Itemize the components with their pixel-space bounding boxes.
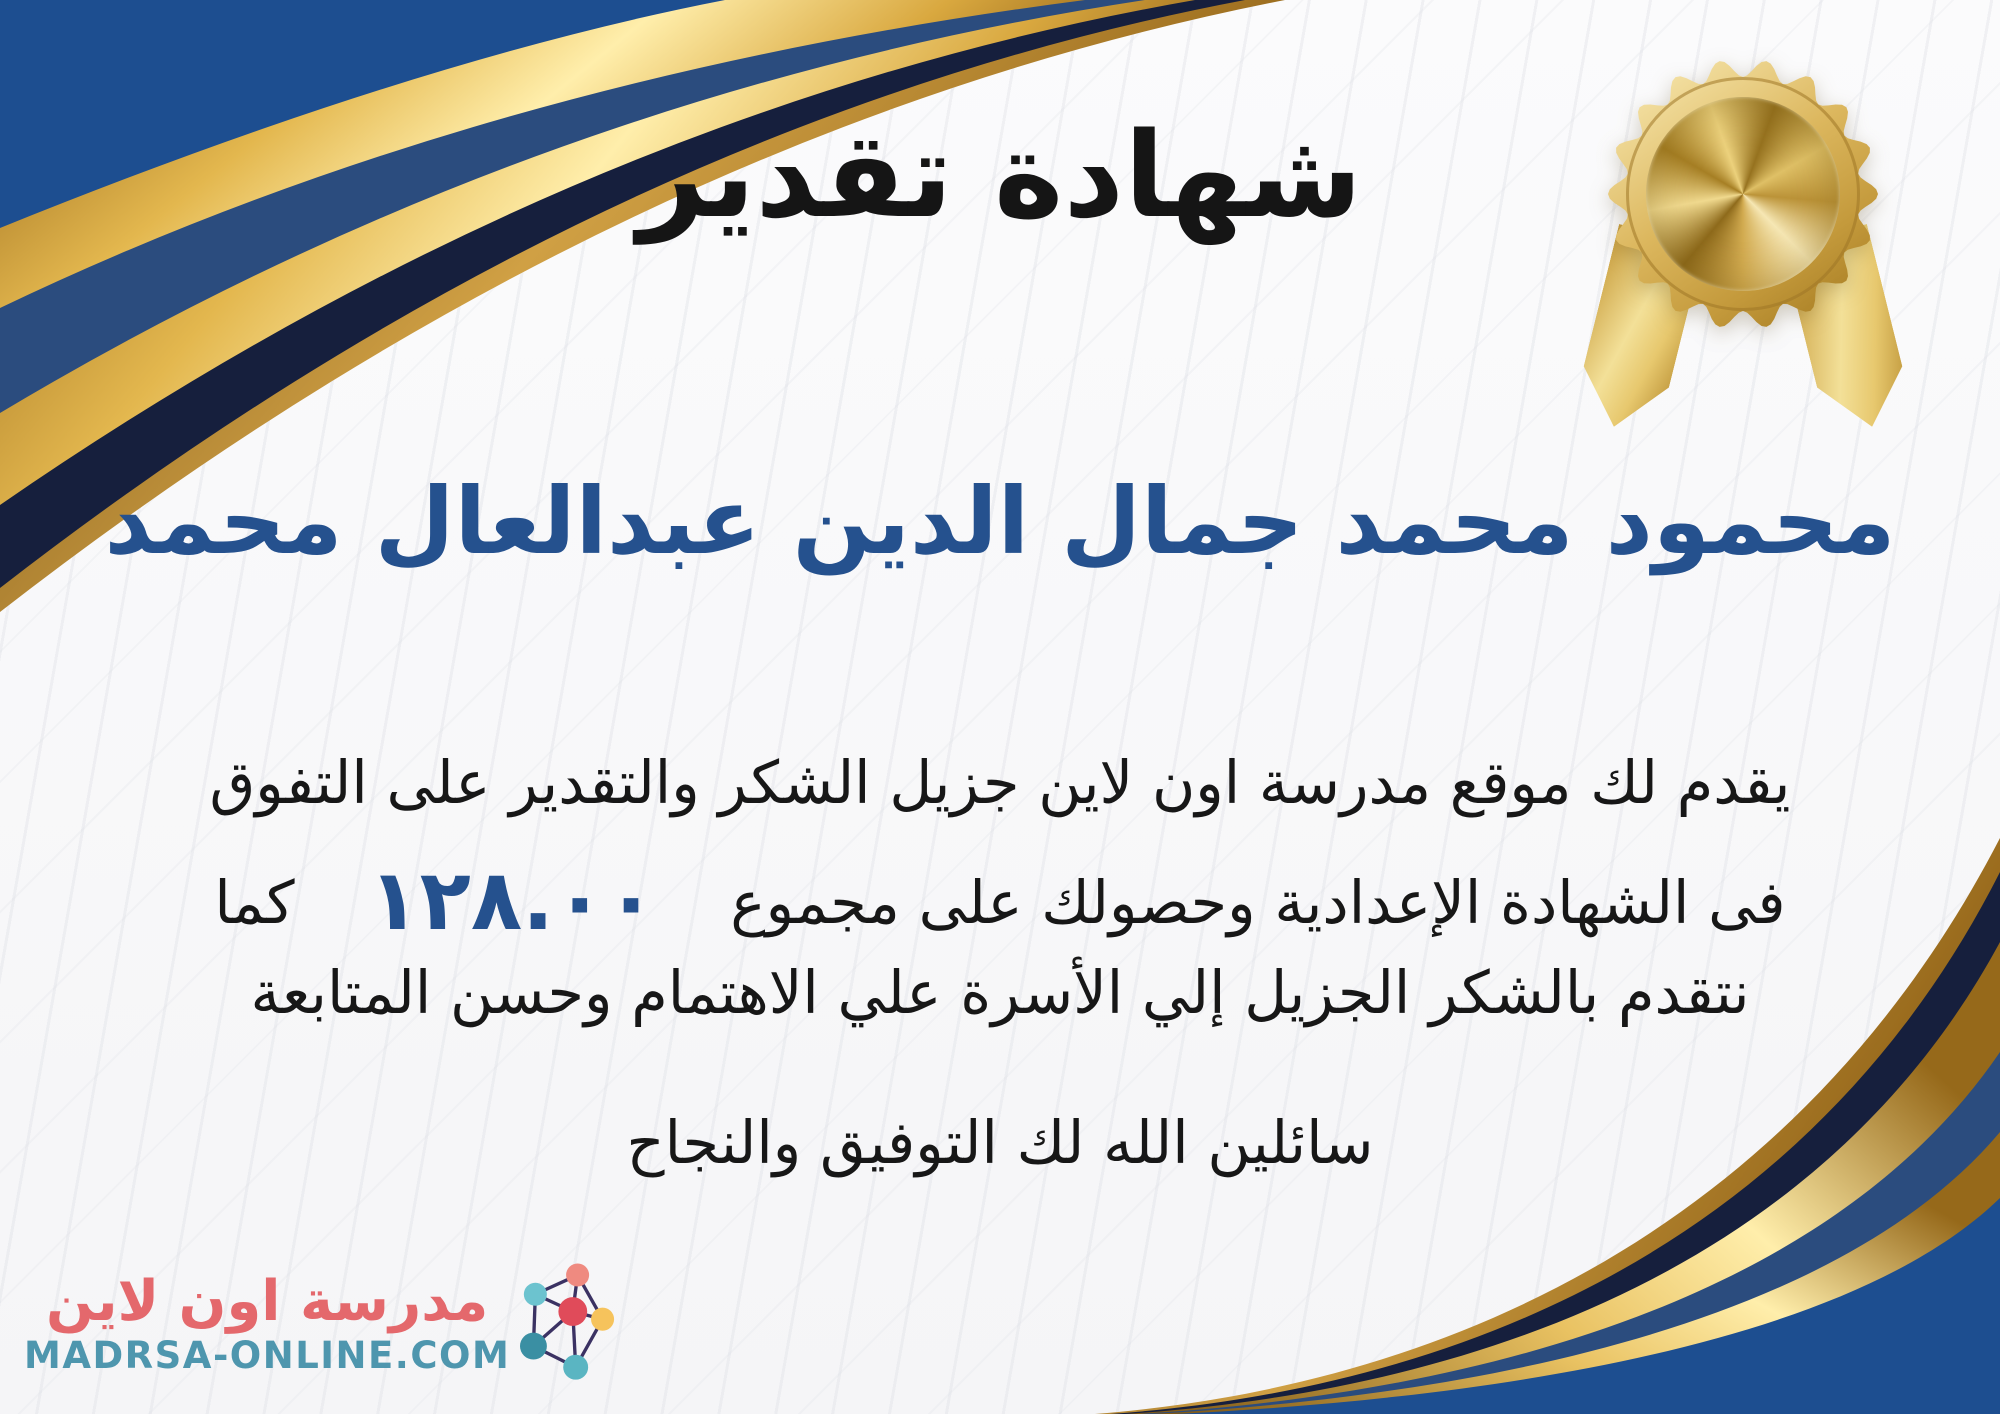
logo-arabic-wordmark: مدرسة اون لاين (46, 1268, 489, 1334)
closing-line: سائلين الله لك التوفيق والنجاح (626, 1108, 1374, 1177)
student-name: محمود محمد جمال الدين عبدالعال محمد (104, 468, 1896, 575)
body-line-2-text: فى الشهادة الإعدادية وحصولك على مجموع (730, 868, 1786, 937)
body-line-2 (0, 842, 2000, 960)
madrsa-online-logo (24, 1248, 616, 1400)
logo-domain-wordmark: MADRSA-ONLINE.COM (24, 1334, 511, 1377)
body-line-1: يقدم لك موقع مدرسة اون لاين جزيل الشكر والتقدير على التفوق (209, 748, 1791, 817)
score-value: ١٢٨.٠٠ (368, 851, 657, 949)
body-line-2-tail: كما (214, 868, 295, 937)
network-graph-icon (520, 1260, 616, 1388)
logo-text-block (24, 1270, 510, 1379)
body-line-3: نتقدم بالشكر الجزيل إلي الأسرة علي الاهتمام وحسن المتابعة (250, 958, 1750, 1027)
certificate-title: شهادة تقدير (637, 106, 1363, 244)
